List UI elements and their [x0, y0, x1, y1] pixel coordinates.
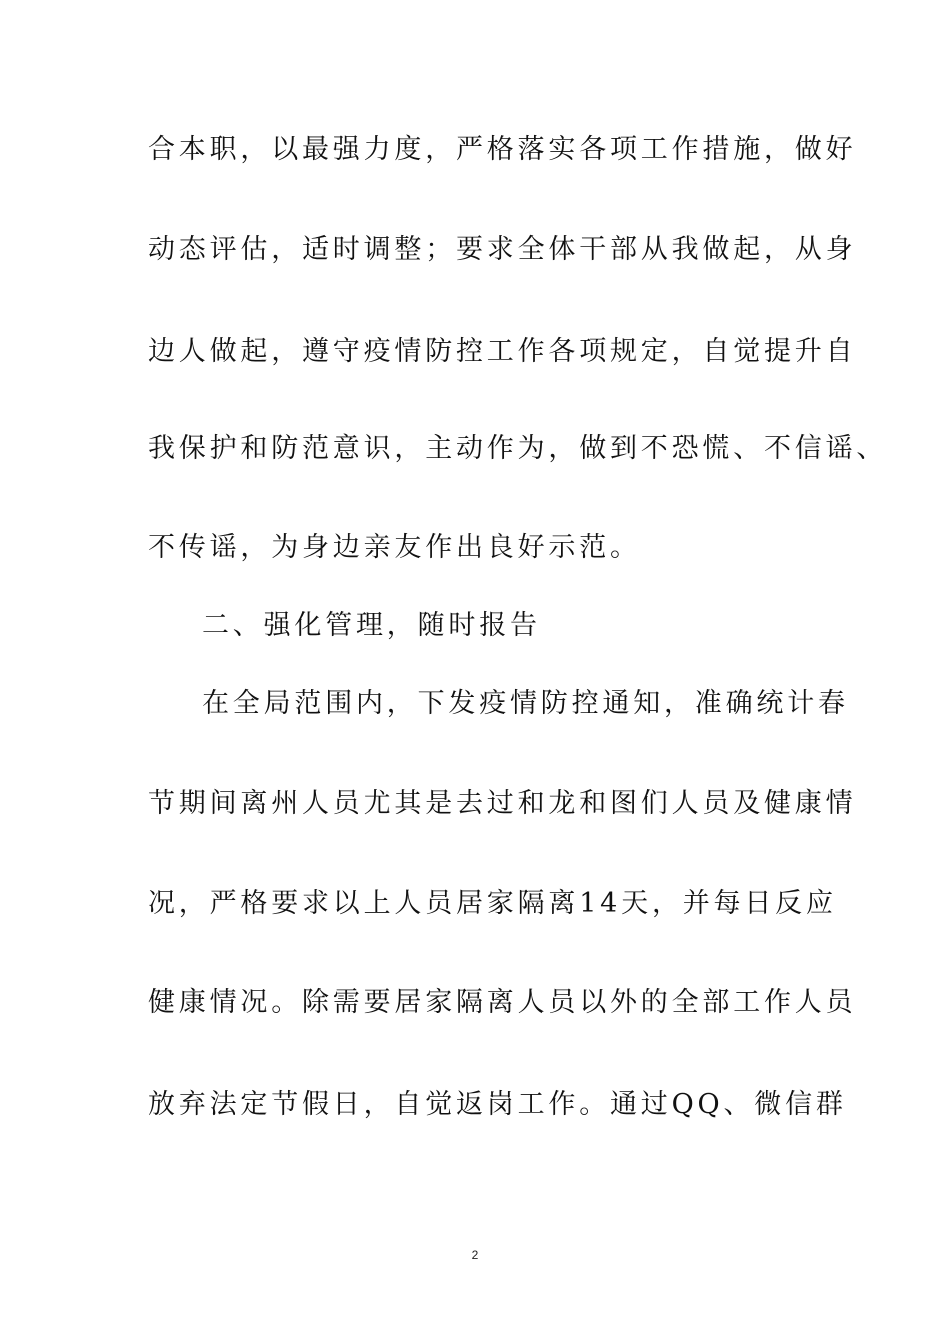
- body-text-line: 动态评估，适时调整；要求全体干部从我做起，从身: [148, 234, 857, 265]
- body-text-line: 放弃法定节假日，自觉返岗工作。通过QQ、微信群: [148, 1089, 847, 1120]
- body-text-line: 况，严格要求以上人员居家隔离14天，并每日反应: [148, 888, 837, 919]
- body-text-line: 健康情况。除需要居家隔离人员以外的全部工作人员: [148, 987, 857, 1018]
- body-text-line: 边人做起，遵守疫情防控工作各项规定，自觉提升自: [148, 336, 857, 367]
- body-text-line: 我保护和防范意识，主动作为，做到不恐慌、不信谣、: [148, 433, 888, 464]
- body-text-line: 节期间离州人员尤其是去过和龙和图们人员及健康情: [148, 788, 857, 819]
- body-text-line: 不传谣，为身边亲友作出良好示范。: [148, 532, 641, 563]
- page-number: 2: [471, 1248, 479, 1262]
- paragraph-first-line: 在全局范围内，下发疫情防控通知，准确统计春: [202, 688, 849, 719]
- section-heading: 二、强化管理，随时报告: [202, 610, 541, 641]
- body-text-line: 合本职，以最强力度，严格落实各项工作措施，做好: [148, 134, 857, 165]
